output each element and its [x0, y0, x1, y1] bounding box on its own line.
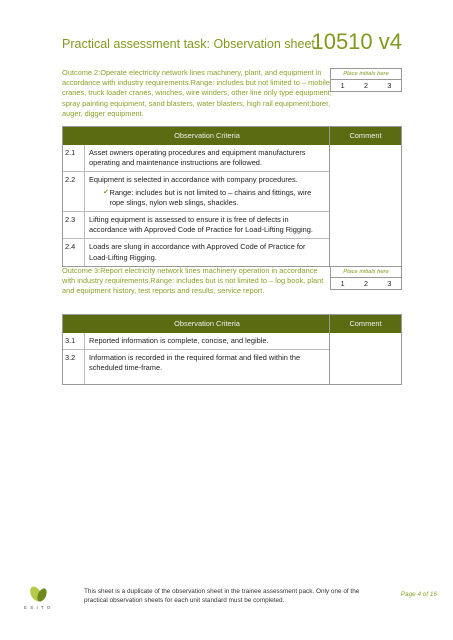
criteria-table-2: [62, 126, 402, 267]
page-footer: [22, 584, 442, 614]
range-bullet: [89, 186, 325, 208]
table-row: [63, 172, 329, 212]
criteria-text: Equipment is selected in accordance with company procedures.: [89, 175, 298, 185]
initials-3[interactable]: 3: [387, 81, 392, 90]
comment-header-label: Comment: [329, 127, 401, 145]
criteria-text: Asset owners operating procedures and equipment manufacturers operating and maintenance instructions are followed.: [89, 148, 306, 168]
outcome-3-text: Outcome 3:Report electricity network lines machinery operation in accordance with industry requirements.Range: includes but is not limited to – log book, plant and equipment history, test reports and results, service report.: [62, 266, 324, 296]
criteria-table-header: [63, 315, 401, 333]
comment-column[interactable]: [329, 333, 401, 384]
criteria-number: 2.2: [63, 172, 85, 211]
criteria-text: Loads are slung in accordance with Approved Code of Practice for Load-Lifting Rigging.: [89, 242, 306, 262]
initials-numbers: [331, 278, 401, 289]
criteria-number: 2.3: [63, 212, 85, 238]
comment-header-label: Comment: [329, 315, 401, 333]
criteria-number: 2.1: [63, 145, 85, 171]
initials-box: [330, 68, 402, 92]
initials-numbers: [331, 80, 401, 91]
initials-label: Place initials here: [331, 69, 401, 80]
table-row: [63, 212, 329, 239]
criteria-number: 2.4: [63, 239, 85, 265]
criteria-number: 3.2: [63, 350, 85, 384]
page-number: Page 4 of 16: [400, 591, 437, 598]
initials-box: [330, 266, 402, 290]
criteria-table-header: [63, 127, 401, 145]
initials-3[interactable]: 3: [387, 279, 392, 288]
table-row: [63, 333, 329, 350]
criteria-text: Reported information is complete, concise, and legible.: [89, 336, 269, 345]
criteria-header-label: Observation Criteria: [174, 131, 240, 140]
criteria-header-label: Observation Criteria: [174, 319, 240, 328]
initials-2[interactable]: 2: [363, 279, 368, 288]
esito-logo: [22, 584, 58, 612]
logo-text: E S I T O: [24, 605, 52, 610]
page-header: [62, 29, 402, 60]
criteria-text: Information is recorded in the required format and filed within the scheduled time-frame.: [89, 353, 301, 373]
initials-2[interactable]: 2: [363, 81, 368, 90]
page-title: Practical assessment task: Observation sheet: [62, 37, 315, 51]
initials-label: Place initials here: [331, 267, 401, 278]
criteria-table-3: [62, 314, 402, 385]
initials-1[interactable]: 1: [340, 81, 345, 90]
outcome-2-text: Outcome 2:Operate electricity network lines machinery, plant, and equipment in accordance with industry requirements.Range: includes but not limited to – mobile cranes, truck loader cranes, winches, wire winders, other line only type equipment, spray painting equipment, sand blasters, water blasters, high rail equipment;borer, auger, digger equipment.: [62, 68, 332, 118]
initials-1[interactable]: 1: [340, 279, 345, 288]
criteria-number: 3.1: [63, 333, 85, 349]
outcome-3-section: [62, 266, 402, 373]
bullet-check-icon: ✔: [103, 188, 109, 196]
table-row: [63, 350, 329, 384]
table-row: [63, 145, 329, 172]
footer-note: This sheet is a duplicate of the observation sheet in the trainee assessment pack. Only one of the practical observation sheets for each unit standard must be completed.: [84, 588, 360, 604]
table-row: [63, 239, 329, 265]
range-text: Range: includes but is not limited to – chains and fittings, wire rope slings, nylon web slings, shackles.: [109, 187, 312, 207]
outcome-2-section: [62, 68, 402, 262]
unit-code: 10510 v4: [311, 29, 402, 54]
criteria-text: Lifting equipment is assessed to ensure it is free of defects in accordance with Approved Code of Practice for Load-Lifting Rigging.: [89, 215, 313, 235]
comment-column[interactable]: [329, 145, 401, 266]
